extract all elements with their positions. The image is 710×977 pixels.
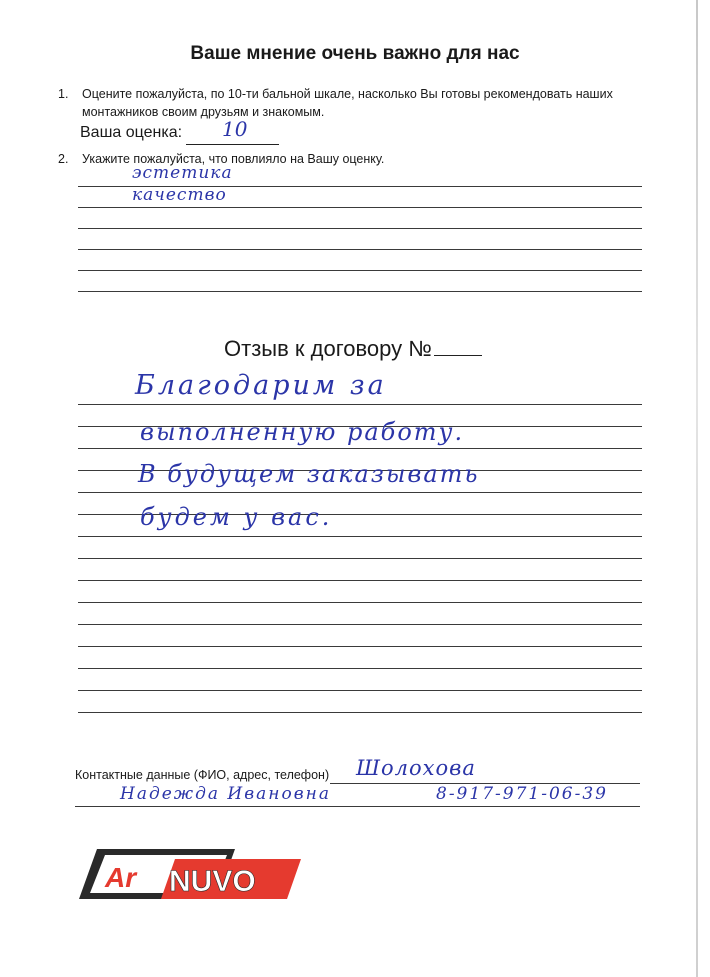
contact-line [75,806,640,807]
review-line [78,580,642,581]
handwritten-review-line-2: выполненную работу. [140,418,465,446]
question-1-line2: монтажников своим друзьям и знакомым. [82,105,325,119]
handwritten-review-line-1: Благодарим за [135,370,387,401]
review-line [78,492,642,493]
review-line [78,558,642,559]
review-line [78,602,642,603]
question-2-text: Укажите пожалуйста, что повлияло на Вашу оценку. [82,152,385,166]
review-heading-text: Отзыв к договору № [224,336,432,361]
logo-text-nuvo: NUVO [169,865,256,898]
review-line [78,536,642,537]
handwritten-contact-phone: 8-917-971-06-39 [436,784,608,804]
handwritten-reason-1: эстетика [132,163,233,183]
handwritten-reason-2: качество [132,185,227,205]
review-line [78,624,642,625]
review-line [78,448,642,449]
answer-line [78,270,642,271]
contract-number-blank [434,337,482,356]
review-line [78,712,642,713]
review-line [78,646,642,647]
page-edge-shadow [696,0,698,977]
review-line [78,690,642,691]
handwritten-contact-surname: Шолохова [356,756,476,780]
handwritten-review-line-4: будем у вас. [140,503,333,531]
handwritten-contact-name: Надежда Ивановна [120,784,331,804]
answer-line [78,207,642,208]
score-value: 10 [222,117,248,141]
review-line [78,668,642,669]
handwritten-review-line-3: В будущем заказывать [138,460,480,488]
review-heading [224,336,482,362]
question-1-line1: Оцените пожалуйста, по 10-ти бальной шкале, насколько Вы готовы рекомендовать наших [82,87,613,101]
score-label: Ваша оценка: [80,124,183,141]
arnuvo-logo [75,845,305,903]
form-title: Ваше мнение очень важно для нас [190,43,520,64]
score-underline [186,144,279,145]
question-1 [58,85,658,125]
contact-label: Контактные данные (ФИО, адрес, телефон) [75,768,330,782]
answer-line [78,249,642,250]
question-2-number: 2. [58,152,69,166]
question-1-number: 1. [58,87,69,101]
answer-line [78,228,642,229]
answer-line [78,291,642,292]
logo-text-ar: Ar [105,862,137,893]
review-line [78,404,642,405]
